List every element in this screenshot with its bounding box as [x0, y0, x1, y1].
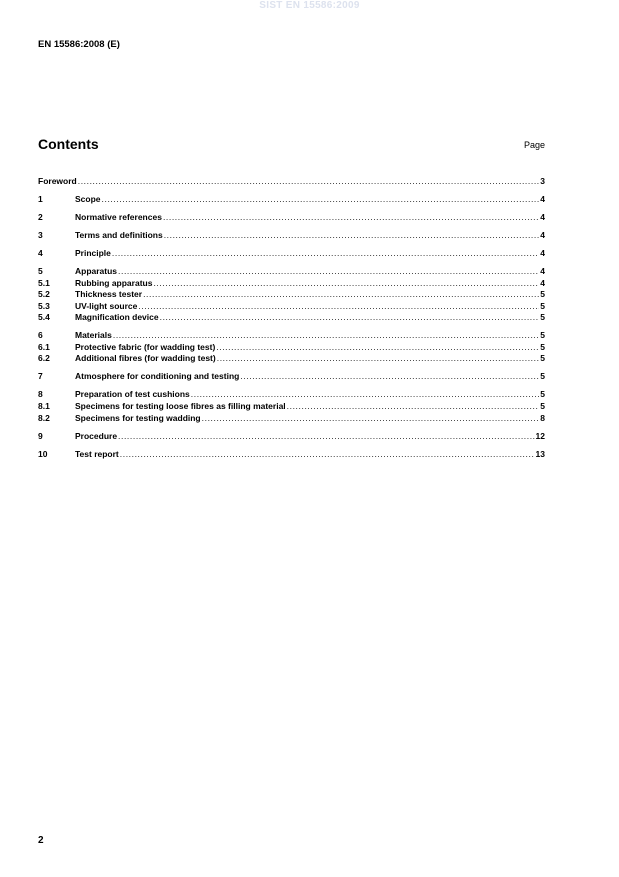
toc-entry-title: Apparatus: [75, 265, 118, 276]
toc-dot-leader: [287, 401, 540, 413]
watermark: SIST EN 15586:2009: [259, 0, 360, 11]
toc-entry-number: 1: [38, 193, 43, 204]
toc-entry[interactable]: [38, 301, 545, 313]
toc-entry-number: 9: [38, 430, 43, 441]
toc-entry[interactable]: [38, 449, 545, 461]
page-column-header: Page: [523, 140, 545, 150]
toc-entry-page: 5: [540, 353, 545, 364]
toc-entry-title: Additional fibres (for wadding test): [75, 353, 216, 364]
toc-dot-leader: [120, 449, 535, 461]
toc-dot-leader: [160, 312, 540, 324]
toc-entry-page: 5: [540, 371, 545, 382]
toc-dot-leader: [118, 266, 539, 278]
toc-entry[interactable]: [38, 431, 545, 443]
toc-entry-page: 3: [540, 176, 545, 186]
toc-entry-title: Rubbing apparatus: [75, 277, 153, 288]
toc-entry-page: 5: [540, 401, 545, 412]
toc-entry-number: 5.1: [38, 277, 50, 288]
toc-dot-leader: [113, 330, 539, 342]
toc-entry-page: 5: [540, 300, 545, 311]
toc-entry-title: Normative references: [75, 211, 162, 222]
toc-entry-title: Specimens for testing loose fibres as filling material: [75, 401, 286, 412]
toc-entry[interactable]: [38, 194, 545, 206]
toc-entry[interactable]: [38, 413, 545, 425]
toc-entry[interactable]: [38, 342, 545, 354]
toc-entry-page: 8: [540, 412, 545, 423]
toc-dot-leader: [143, 289, 539, 301]
toc-entry-title: Procedure: [75, 430, 118, 441]
toc-entry-title: Thickness tester: [75, 289, 143, 300]
toc-dot-leader: [202, 413, 540, 425]
toc-entry[interactable]: [38, 278, 545, 290]
toc-entry-number: 7: [38, 371, 43, 382]
toc-entry-title: Scope: [75, 193, 101, 204]
toc-entry-number: 4: [38, 247, 43, 258]
toc-dot-leader: [191, 389, 539, 401]
toc-dot-leader: [240, 371, 539, 383]
toc-entry[interactable]: [38, 353, 545, 365]
toc-dot-leader: [216, 342, 539, 354]
toc-entry[interactable]: [38, 289, 545, 301]
toc-entry-title: Principle: [75, 247, 111, 258]
toc-entry-number: 5: [38, 265, 43, 276]
toc-dot-leader: [138, 301, 539, 313]
toc-entry-number: 8.2: [38, 412, 50, 423]
toc-entry[interactable]: [38, 230, 545, 242]
toc-dot-leader: [153, 278, 539, 290]
toc-entry-page: 4: [540, 211, 545, 222]
toc-entry[interactable]: [38, 248, 545, 260]
toc-entry-title: Atmosphere for conditioning and testing: [75, 371, 240, 382]
toc-entry-page: 4: [540, 277, 545, 288]
toc-entry-page: 5: [540, 330, 545, 341]
toc-entry[interactable]: [38, 371, 545, 383]
toc-entry-number: 6: [38, 330, 43, 341]
toc-dot-leader: [118, 431, 534, 443]
toc-entry-number: 5.2: [38, 289, 50, 300]
toc-entry-page: 4: [540, 193, 545, 204]
toc-entry-title: Test report: [75, 448, 119, 459]
toc-entry-title: Materials: [75, 330, 112, 341]
toc-entry-title: Terms and definitions: [75, 229, 163, 240]
toc-entry[interactable]: [38, 212, 545, 224]
toc-entry[interactable]: [38, 330, 545, 342]
toc-entry-page: 5: [540, 312, 545, 323]
toc-entry-title: Specimens for testing wadding: [75, 412, 201, 423]
toc-entry[interactable]: [38, 312, 545, 324]
toc-entry[interactable]: [38, 401, 545, 413]
toc-dot-leader: [102, 194, 540, 206]
toc-entry-number: 5.3: [38, 300, 50, 311]
toc-dot-leader: [112, 248, 539, 260]
toc-entry-title: Preparation of test cushions: [75, 389, 190, 400]
toc-entry-page: 4: [540, 265, 545, 276]
toc-entry-number: 2: [38, 211, 43, 222]
toc-entry-page: 4: [540, 229, 545, 240]
toc-entry-number: 8: [38, 389, 43, 400]
toc-entry-page: 5: [540, 289, 545, 300]
toc-entry-number: 6.2: [38, 353, 50, 364]
page-number: 2: [38, 835, 44, 846]
toc-entry-number: 8.1: [38, 401, 50, 412]
toc-entry-number: 5.4: [38, 312, 50, 323]
toc-dot-leader: [163, 212, 539, 224]
toc-entry-number: 3: [38, 229, 43, 240]
contents-heading: Contents: [38, 136, 99, 152]
toc-entry-page: 5: [540, 389, 545, 400]
table-of-contents: [38, 176, 545, 460]
toc-entry-title: UV-light source: [75, 300, 138, 311]
document-id: EN 15586:2008 (E): [38, 39, 120, 50]
toc-entry-number: 6.1: [38, 341, 50, 352]
toc-entry-page: 5: [540, 341, 545, 352]
toc-entry-page: 13: [535, 448, 545, 459]
toc-entry-page: 12: [535, 430, 545, 441]
toc-entry-title: Magnification device: [75, 312, 159, 323]
toc-dot-leader: [217, 353, 540, 365]
toc-dot-leader: [78, 176, 540, 188]
toc-entry-title: Foreword: [38, 176, 77, 186]
toc-entry-number: 10: [38, 448, 48, 459]
toc-entry[interactable]: [38, 389, 545, 401]
toc-entry[interactable]: [38, 176, 545, 188]
toc-entry[interactable]: [38, 266, 545, 278]
toc-entry-page: 4: [540, 247, 545, 258]
toc-entry-title: Protective fabric (for wadding test): [75, 341, 216, 352]
toc-dot-leader: [164, 230, 540, 242]
